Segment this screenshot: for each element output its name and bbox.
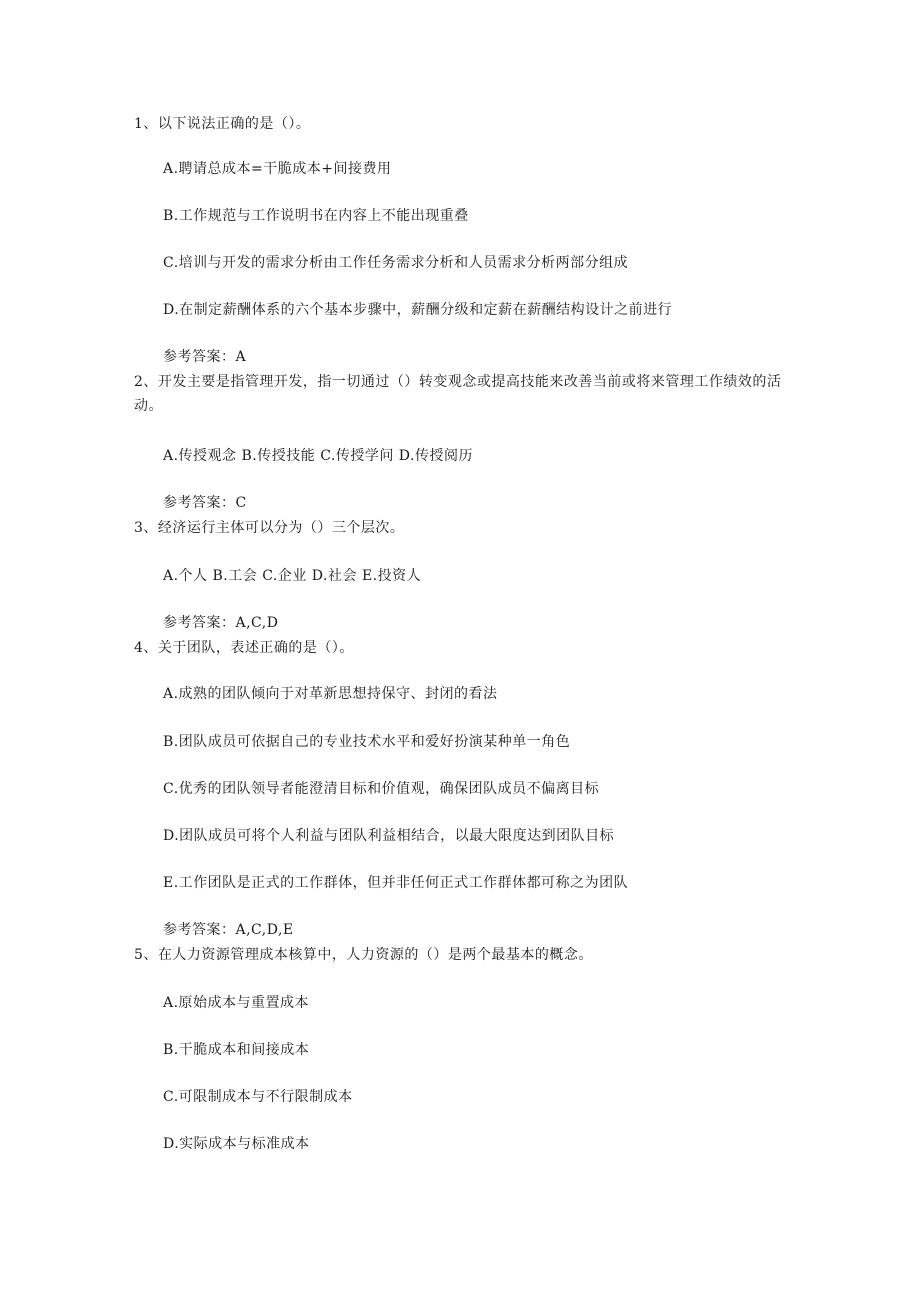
question-2-answer: 参考答案：C xyxy=(163,495,247,511)
question-5-option-b: B.干脆成本和间接成本 xyxy=(163,1042,310,1058)
question-3: 3、经济运行主体可以分为（）三个层次。 xyxy=(134,520,405,536)
question-1-option-d: D.在制定薪酬体系的六个基本步骤中，薪酬分级和定薪在薪酬结构设计之前进行 xyxy=(163,302,673,318)
question-4-option-d: D.团队成员可将个人利益与团队利益相结合，以最大限度达到团队目标 xyxy=(163,828,615,844)
question-4: 4、关于团队，表述正确的是（）。 xyxy=(134,640,354,656)
question-2: 2、开发主要是指管理开发，指一切通过（）转变观念或提高技能来改善当前或将来管理工作绩效的活动。 xyxy=(134,374,782,414)
question-4-option-b: B.团队成员可依据自己的专业技术水平和爱好扮演某种单一角色 xyxy=(163,734,571,750)
question-1-option-a: A.聘请总成本=干脆成本+间接费用 xyxy=(163,161,392,177)
question-1-option-c: C.培训与开发的需求分析由工作任务需求分析和人员需求分析两部分组成 xyxy=(163,255,629,271)
question-3-options: A.个人 B.工会 C.企业 D.社会 E.投资人 xyxy=(163,568,422,584)
question-2-options: A.传授观念 B.传授技能 C.传授学问 D.传授阅历 xyxy=(163,448,473,464)
question-4-option-a: A.成熟的团队倾向于对革新思想持保守、封闭的看法 xyxy=(163,686,498,702)
question-3-answer: 参考答案：A,C,D xyxy=(163,615,279,631)
question-4-option-c: C.优秀的团队领导者能澄清目标和价值观，确保团队成员不偏离目标 xyxy=(163,781,600,797)
question-5-option-d: D.实际成本与标准成本 xyxy=(163,1136,310,1152)
question-1: 1、以下说法正确的是（）。 xyxy=(134,116,311,132)
question-5-option-c: C.可限制成本与不行限制成本 xyxy=(163,1089,353,1105)
question-5-option-a: A.原始成本与重置成本 xyxy=(163,995,310,1011)
question-4-answer: 参考答案：A,C,D,E xyxy=(163,922,294,938)
question-4-option-e: E.工作团队是正式的工作群体，但并非任何正式工作群体都可称之为团队 xyxy=(163,875,629,891)
question-1-option-b: B.工作规范与工作说明书在内容上不能出现重叠 xyxy=(163,208,469,224)
question-5: 5、在人力资源管理成本核算中，人力资源的（）是两个最基本的概念。 xyxy=(134,947,593,963)
question-1-answer: 参考答案：A xyxy=(163,349,247,365)
